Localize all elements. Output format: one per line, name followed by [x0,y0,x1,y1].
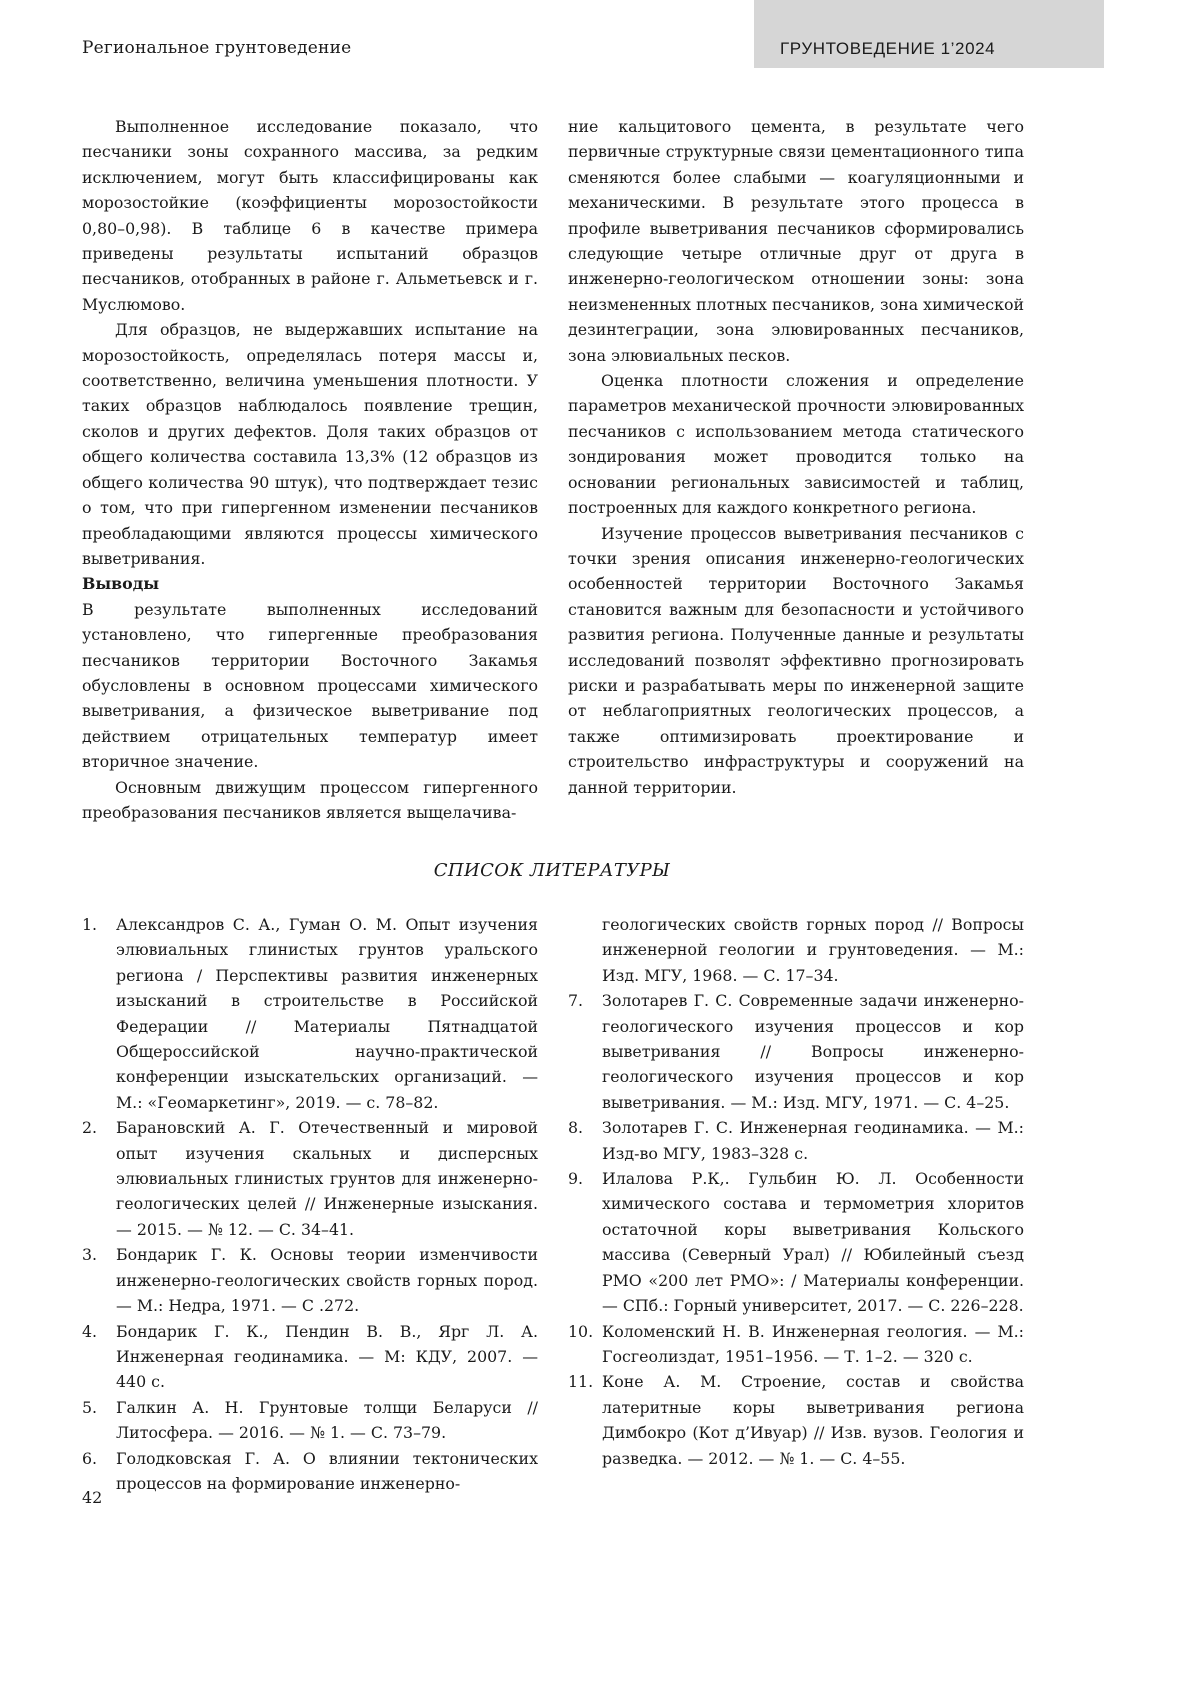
reference-text: Золотарев Г. С. Современные задачи инженерно-геологического изучения процессов и кор выветривания // Вопросы инженерно-геологического изучения процессов и кор выветривания. — М.: Изд. МГУ, 1971. — С. 4–25. [602,991,1024,1112]
paragraph: В результате выполненных исследований установлено, что гипергенные преобразования песчаников территории Восточного Закамья обусловлены в основном процессами химического выветривания, а физическое выветривание под действием отрицательных температур имеет вторичное значение. [82,599,538,772]
reference-number: 3. [82,1245,98,1265]
right-column [568,114,1024,800]
reference-text: Илалова Р.К,. Гульбин Ю. Л. Особенности химического состава и термометрия хлоритов остаточной коры выветривания Кольского массива (Северный Урал) // Юбилейный съезд РМО «200 лет РМО»: / Материалы конференции. — СПб.: Горный университет, 2017. — С. 226–228. [602,1169,1024,1316]
reference-text: Бондарик Г. К., Пендин В. В., Ярг Л. А. Инженерная геодинамика. — М: КДУ, 2007. — 440 с. [116,1321,538,1392]
reference-continuation: геологических свойств горных пород // Вопросы инженерной геологии и грунтоведения. — М.: Изд. МГУ, 1968. — С. 17–34. [602,915,1024,985]
reference-number: 7. [568,991,584,1011]
reference-item [568,1115,1024,1166]
reference-number: 2. [82,1118,98,1138]
section-heading-conclusions: Выводы [82,574,160,594]
reference-text: Золотарев Г. С. Инженерная геодинамика. — М.: Изд-во МГУ, 1983–328 с. [602,1118,1024,1163]
reference-text: Коне А. М. Строение, состав и свойства латеритные коры выветривания региона Димбокро (Кот д’Ивуар) // Изв. вузов. Геология и разведка. — 2012. — № 1. — С. 4–55. [602,1372,1024,1468]
paragraph: Основным движущим процессом гипергенного преобразования песчаников является выщелачива- [82,777,538,822]
paragraph: Изучение процессов выветривания песчаников с точки зрения описания инженерно-геологических особенностей территории Восточного Закамья становится важным для безопасности и устойчивого развития региона. Полученные данные и результаты исследований позволят эффективно прогнозировать риски и разрабатывать меры по инженерной защите от неблагоприятных геологических процессов, а также оптимизировать проектирование и строительство инфраструктуры и сооружений на данной территории. [568,523,1024,797]
reference-number: 1. [82,915,98,934]
reference-item [568,1319,1024,1370]
reference-item [82,1242,538,1318]
journal-title: ГРУНТОВЕДЕНИЕ 1’2024 [780,39,996,58]
reference-item [82,912,538,1115]
reference-number: 11. [568,1372,594,1392]
reference-item [82,1446,538,1497]
reference-text: Галкин А. Н. Грунтовые толщи Беларуси // Литосфера. — 2016. — № 1. — С. 73–79. [116,1397,538,1443]
reference-text: Барановский А. Г. Отечественный и мировой опыт изучения скальных и дисперсных элювиальных глинистых грунтов для инженерно-геологических целей // Инженерные изыскания. — 2015. — № 12. — С. 34–41. [116,1118,538,1239]
references-title: СПИСОК ЛИТЕРАТУРЫ [433,860,671,881]
reference-item [82,1319,538,1395]
paragraph: ние кальцитового цемента, в результате чего первичные структурные связи цементационного типа сменяются более слабыми — коагуляционными и механическими. В результате этого процесса в профиле выветривания песчаников сформировались следующие четыре отличные друг от друга в инженерно-геологическом отношении зоны: зона неизмененных плотных песчаников, зона химической дезинтеграции, зона элювированных песчаников, зона элювиальных песков. [568,117,1024,365]
left-column [82,114,538,825]
reference-item [568,1369,1024,1471]
reference-number: 9. [568,1169,584,1189]
reference-number: 8. [568,1118,584,1138]
reference-number: 4. [82,1321,98,1341]
running-head-section: Региональное грунтоведение [82,38,352,58]
reference-number: 5. [82,1397,98,1417]
reference-item [82,1115,538,1242]
reference-text: Бондарик Г. К. Основы теории изменчивости инженерно-геологических свойств горных пород. — М.: Недра, 1971. — С .272. [116,1245,538,1316]
reference-item [568,1166,1024,1318]
reference-number: 6. [82,1448,98,1468]
reference-item [82,1395,538,1446]
reference-number: 10. [568,1321,594,1341]
paragraph: Для образцов, не выдержавших испытание на морозостойкость, определялась потеря массы и, соответственно, величина уменьшения плотности. У таких образцов наблюдалось появление трещин, сколов и других дефектов. Доля таких образцов от общего количества составила 13,3% (12 образцов из общего количества 90 штук), что подтверждает тезис о том, что при гипергенном изменении песчаников преобладающими являются процессы химического выветривания. [82,320,538,568]
paragraph: Оценка плотности сложения и определение параметров механической прочности элювированных песчаников с использованием метода статического зондирования может проводится только на основании региональных зависимостей и таблиц, построенных для каждого конкретного региона. [568,371,1024,518]
reference-text: Александров С. А., Гуман О. М. Опыт изучения элювиальных глинистых грунтов уральского региона / Перспективы развития инженерных изысканий в строительстве в Российской Федерации // Материалы Пятнадцатой Общероссийской научно-практической конференции изыскательских организаций. — М.: «Геомаркетинг», 2019. — с. 78–82. [116,915,538,1112]
reference-text: Голодковская Г. А. О влиянии тектонических процессов на формирование инженерно- [116,1448,538,1493]
references-left [82,912,538,1496]
page-number: 42 [82,1488,103,1507]
reference-text: Коломенский Н. В. Инженерная геология. — М.: Госгеолиздат, 1951–1956. — Т. 1–2. — 320 с. [602,1321,1024,1366]
paragraph: Выполненное исследование показало, что песчаники зоны сохранного массива, за редким исключением, могут быть классифицированы как морозостойкие (коэффициенты морозостойкости 0,80–0,98). В таблице 6 в качестве примера приведены результаты испытаний образцов песчаников, отобранных в районе г. Альметьевск и г. Муслюмово. [82,117,538,314]
reference-item [568,988,1024,1115]
references-right [568,912,1024,1471]
